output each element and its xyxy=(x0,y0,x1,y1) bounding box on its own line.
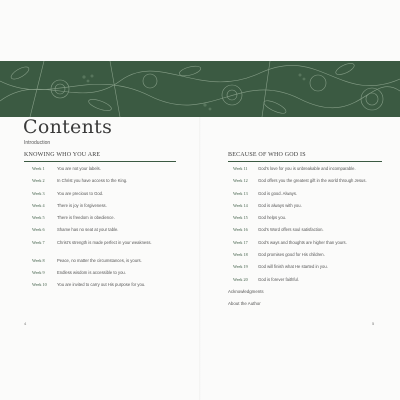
entry-title: God's love for you is unbreakable and incomparable. xyxy=(258,166,356,171)
section-heading-knowing: KNOWING WHO YOU ARE xyxy=(24,152,101,158)
contents-entry[interactable] xyxy=(233,215,383,227)
acknowledgments-link[interactable]: Acknowledgments xyxy=(228,289,264,294)
contents-entry[interactable] xyxy=(233,191,383,203)
entry-title: God is forever faithful. xyxy=(258,276,299,282)
week-number: Week 3 xyxy=(32,190,45,196)
week-number: Week 4 xyxy=(32,202,45,208)
entry-title: You are precious to God. xyxy=(57,190,104,196)
week-number: Week 14 xyxy=(233,202,248,208)
entry-title: Shame has no seat at your table. xyxy=(57,227,119,233)
botanical-banner xyxy=(0,61,400,117)
week-number: Week 17 xyxy=(233,239,248,245)
page-number-right: 5 xyxy=(372,321,375,326)
introduction-link[interactable]: Introduction xyxy=(24,140,51,146)
entry-title: Peace, no matter the circumstances, is yours. xyxy=(57,257,142,263)
entry-title: God is always with you. xyxy=(258,202,302,208)
week-number: Week 8 xyxy=(32,257,45,263)
page-spine xyxy=(199,117,201,400)
week-number: Week 19 xyxy=(233,264,248,270)
contents-entry[interactable] xyxy=(32,203,182,215)
entry-title: God offers you the greatest gift in the world through Jesus. xyxy=(258,178,367,184)
contents-entry[interactable] xyxy=(233,252,383,264)
entry-title: God helps you. xyxy=(258,215,287,221)
week-number: Week 13 xyxy=(233,190,248,196)
week-number: Week 10 xyxy=(32,282,47,288)
week-number: Week 9 xyxy=(32,270,45,276)
week-number: Week 5 xyxy=(32,215,45,221)
entry-title: God is good. Always. xyxy=(258,190,298,196)
entry-title: There is freedom in obedience. xyxy=(57,215,115,221)
entry-title: Endless wisdom is accessible to you. xyxy=(57,270,126,276)
entry-title: God's ways and thoughts are higher than yours. xyxy=(258,239,347,245)
section-rule-left xyxy=(24,161,176,162)
week-number: Week 6 xyxy=(32,227,45,233)
contents-entry[interactable] xyxy=(32,258,182,270)
contents-entry[interactable] xyxy=(233,166,383,178)
contents-entry[interactable] xyxy=(32,191,182,203)
week-number: Week 20 xyxy=(233,276,248,282)
week-number: Week 18 xyxy=(233,252,248,258)
entry-title: There is joy in forgiveness. xyxy=(57,202,107,208)
entry-title: In Christ you have access to the King. xyxy=(57,178,128,184)
contents-entry[interactable] xyxy=(233,277,383,289)
week-number: Week 11 xyxy=(233,166,248,171)
week-number: Week 16 xyxy=(233,227,248,233)
contents-entry[interactable] xyxy=(32,282,182,294)
contents-list-left xyxy=(32,166,182,295)
section-heading-because: BECAUSE OF WHO GOD IS xyxy=(228,152,306,158)
week-number: Week 7 xyxy=(32,239,45,245)
week-number: Week 15 xyxy=(233,215,248,221)
contents-entry[interactable] xyxy=(233,264,383,276)
contents-entry[interactable] xyxy=(233,227,383,239)
entry-title: You are not your labels. xyxy=(57,166,101,171)
contents-entry[interactable] xyxy=(32,215,182,227)
contents-entry[interactable] xyxy=(32,178,182,190)
contents-entry[interactable] xyxy=(233,240,383,252)
entry-title: Christ's strength is made perfect in your weakness. xyxy=(57,239,152,245)
contents-entry[interactable] xyxy=(233,203,383,215)
contents-entry[interactable] xyxy=(32,166,182,178)
entry-title: You are invited to carry out His purpose for you. xyxy=(57,282,146,288)
contents-entry[interactable] xyxy=(32,240,182,258)
entry-title: God will finish what He started in you. xyxy=(258,264,328,270)
entry-title: God's Word offers soul satisfaction. xyxy=(258,227,324,233)
page-number-left: 4 xyxy=(24,321,27,326)
botanical-illustration xyxy=(0,61,400,117)
week-number: Week 12 xyxy=(233,178,248,184)
entry-title: God promises good for His children. xyxy=(258,252,325,258)
about-author-link[interactable]: About the Author xyxy=(228,301,261,306)
section-rule-right xyxy=(228,161,382,162)
contents-entry[interactable] xyxy=(32,270,182,282)
contents-entry[interactable] xyxy=(32,227,182,239)
page-title: Contents xyxy=(23,116,113,138)
week-number: Week 2 xyxy=(32,178,45,184)
contents-entry[interactable] xyxy=(233,178,383,190)
contents-list-right xyxy=(233,166,383,289)
week-number: Week 1 xyxy=(32,166,45,171)
